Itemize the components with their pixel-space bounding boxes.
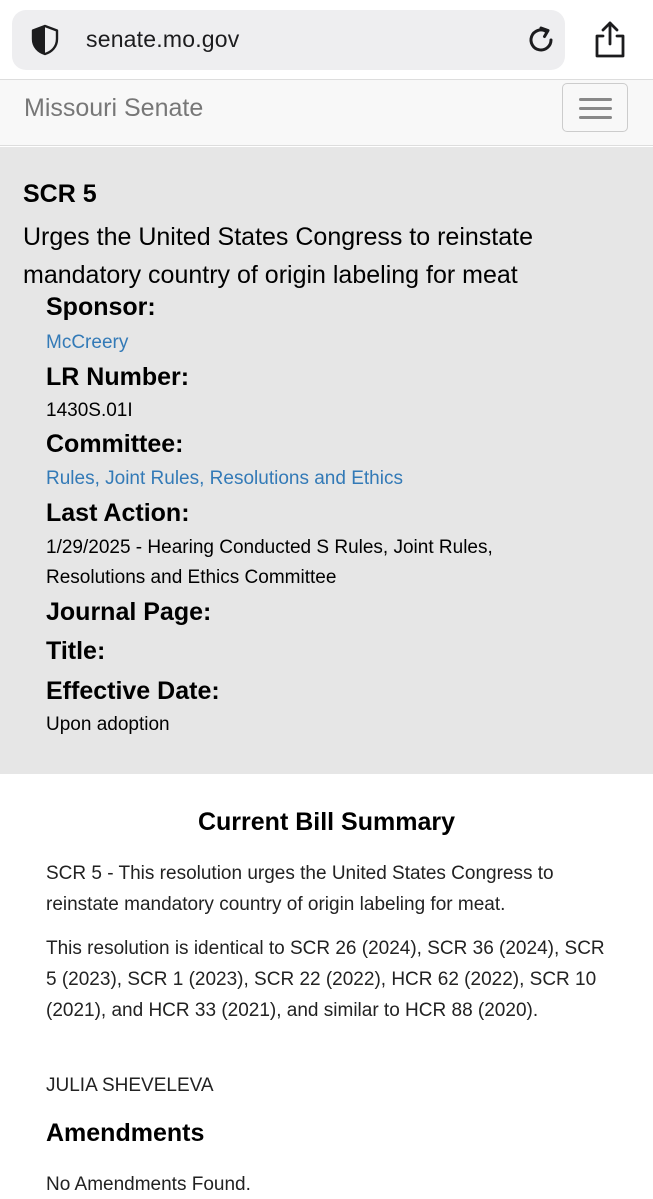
amendments-heading: Amendments [46,1119,205,1147]
bill-info-panel [0,147,653,774]
committee-link[interactable]: Rules, Joint Rules, Resolutions and Ethics [46,468,403,489]
site-brand[interactable]: Missouri Senate [24,94,204,122]
shield-icon[interactable] [30,24,60,56]
address-bar[interactable] [12,10,565,70]
bill-number: SCR 5 [23,180,97,208]
effective-date-label: Effective Date: [46,677,220,705]
lr-number-value: 1430S.01I [46,400,133,421]
journal-page-label: Journal Page: [46,598,212,626]
summary-paragraph: SCR 5 - This resolution urges the United States Congress to reinstate mandatory country of origin labeling for meat. [46,863,554,915]
browser-toolbar [0,0,653,78]
summary-paragraph: This resolution is identical to SCR 26 (2024), SCR 36 (2024), SCR 5 (2023), SCR 1 (2023), SCR 22 (2022), HCR 62 (2022), SCR 10 (2021), and HCR 33 (2021), and similar to HCR 88 (2020). [46,938,605,1021]
lr-number-label: LR Number: [46,363,190,391]
summary-author: JULIA SHEVELEVA [46,1075,214,1096]
site-navbar [0,79,653,146]
last-action-value: 1/29/2025 - Hearing Conducted S Rules, Joint Rules, Resolutions and Ethics Committee [46,537,493,588]
committee-label: Committee: [46,430,184,458]
amendments-text: No Amendments Found. [46,1174,251,1195]
share-icon[interactable] [590,20,630,60]
hamburger-menu-icon [579,98,612,101]
reload-icon[interactable] [524,23,558,57]
summary-heading: Current Bill Summary [197,808,455,836]
sponsor-label: Sponsor: [46,293,156,321]
sponsor-link[interactable]: McCreery [46,332,129,353]
effective-date-value: Upon adoption [46,714,170,735]
bill-description: Urges the United States Congress to reinstate mandatory country of origin labeling for meat [23,223,533,289]
title-label: Title: [46,637,106,665]
last-action-label: Last Action: [46,499,190,527]
menu-toggle-button[interactable] [562,83,628,132]
url-text[interactable]: senate.mo.gov [86,26,240,52]
